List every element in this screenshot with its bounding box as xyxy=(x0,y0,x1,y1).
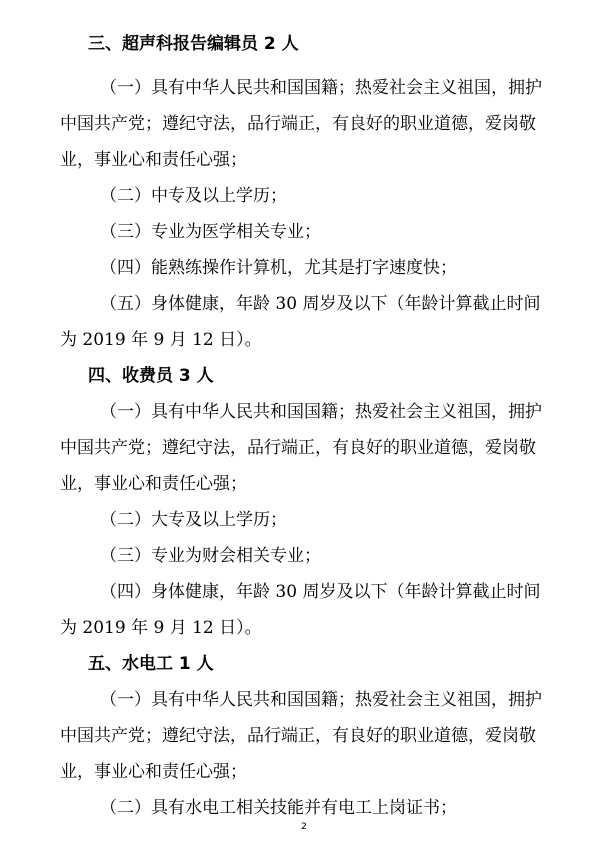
paragraph-line: （五）身体健康，年龄 30 周岁及以下（年龄计算截止时间 xyxy=(100,294,541,314)
paragraph-line: （三）专业为医学相关专业； xyxy=(100,222,321,242)
paragraph-line: （二）具有水电工相关技能并有电工上岗证书； xyxy=(100,798,457,818)
paragraph-line: 中国共产党；遵纪守法，品行端正，有良好的职业道德，爱岗敬 xyxy=(60,438,536,458)
paragraph-line: 业，事业心和责任心强； xyxy=(60,762,247,782)
paragraph-line: （一）具有中华人民共和国国籍；热爱社会主义祖国，拥护 xyxy=(100,690,542,710)
paragraph-line: （三）专业为财会相关专业； xyxy=(100,546,321,566)
paragraph-line: （四）身体健康，年龄 30 周岁及以下（年龄计算截止时间 xyxy=(100,582,541,602)
paragraph-line: （四）能熟练操作计算机，尤其是打字速度快； xyxy=(100,258,457,278)
paragraph-line: 业，事业心和责任心强； xyxy=(60,150,247,170)
paragraph-line: 业，事业心和责任心强； xyxy=(60,474,247,494)
paragraph-line: 中国共产党；遵纪守法，品行端正，有良好的职业道德，爱岗敬 xyxy=(60,726,536,746)
paragraph-line: 为 2019 年 9 月 12 日）。 xyxy=(60,618,262,638)
section-heading: 四、收费员 3 人 xyxy=(88,366,214,386)
paragraph-line: （二）中专及以上学历； xyxy=(100,186,287,206)
paragraph-line: （二）大专及以上学历； xyxy=(100,510,287,530)
paragraph-line: （一）具有中华人民共和国国籍；热爱社会主义祖国，拥护 xyxy=(100,78,542,98)
page-number: 2 xyxy=(301,822,307,832)
paragraph-line: 中国共产党；遵纪守法，品行端正，有良好的职业道德，爱岗敬 xyxy=(60,114,536,134)
paragraph-line: 为 2019 年 9 月 12 日）。 xyxy=(60,330,262,350)
paragraph-line: （一）具有中华人民共和国国籍；热爱社会主义祖国，拥护 xyxy=(100,402,542,422)
section-heading: 三、超声科报告编辑员 2 人 xyxy=(88,34,299,54)
section-heading: 五、水电工 1 人 xyxy=(88,654,214,674)
